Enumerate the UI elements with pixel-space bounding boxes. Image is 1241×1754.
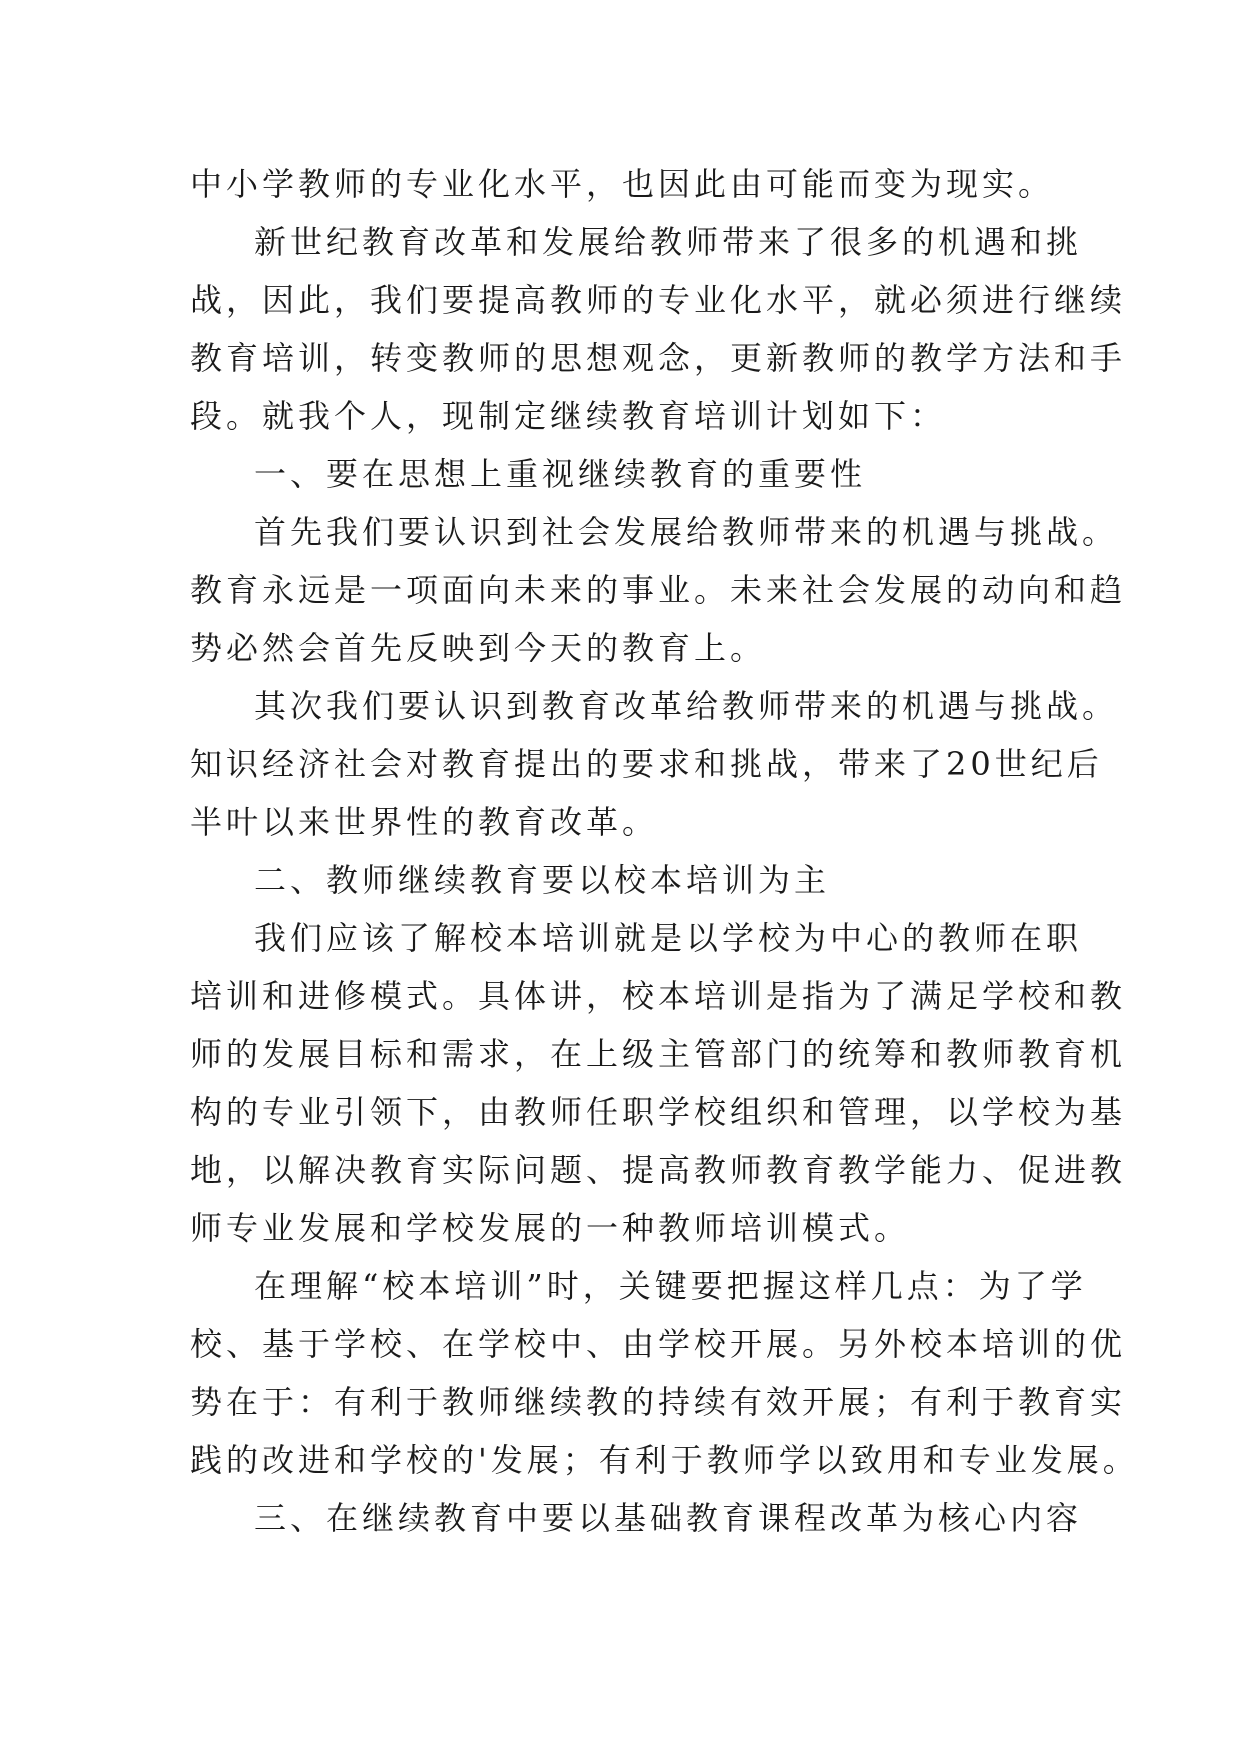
text-line: 构的专业引领下，由教师任职学校组织和管理，以学校为基 [190, 1093, 1127, 1131]
text-line: 知识经济社会对教育提出的要求和挑战，带来了20世纪后 [190, 745, 1103, 783]
text-line: 中小学教师的专业化水平，也因此由可能而变为现实。 [190, 165, 1055, 203]
text-line: 地，以解决教育实际问题、提高教师教育教学能力、促进教 [190, 1151, 1127, 1189]
paragraph-first-line: 其次我们要认识到教育改革给教师带来的机遇与挑战。 [254, 687, 1119, 725]
text-line: 校、基于学校、在学校中、由学校开展。另外校本培训的优 [190, 1325, 1127, 1363]
text-line: 践的改进和学校的'发展；有利于教师学以致用和专业发展。 [190, 1441, 1139, 1479]
section-heading: 三、在继续教育中要以基础教育课程改革为核心内容 [254, 1499, 1083, 1537]
paragraph-first-line: 在理解“校本培训”时，关键要把握这样几点：为了学 [254, 1267, 1087, 1305]
section-heading: 一、要在思想上重视继续教育的重要性 [254, 455, 867, 493]
text-line: 教育培训，转变教师的思想观念，更新教师的教学方法和手 [190, 339, 1127, 377]
text-line: 段。就我个人，现制定继续教育培训计划如下： [190, 397, 947, 435]
text-line: 战，因此，我们要提高教师的专业化水平，就必须进行继续 [190, 281, 1127, 319]
text-line: 培训和进修模式。具体讲，校本培训是指为了满足学校和教 [190, 977, 1127, 1015]
text-line: 半叶以来世界性的教育改革。 [190, 803, 659, 841]
section-heading: 二、教师继续教育要以校本培训为主 [254, 861, 831, 899]
text-line: 师的发展目标和需求，在上级主管部门的统筹和教师教育机 [190, 1035, 1127, 1073]
paragraph-first-line: 我们应该了解校本培训就是以学校为中心的教师在职 [254, 919, 1083, 957]
text-line: 师专业发展和学校发展的一种教师培训模式。 [190, 1209, 911, 1247]
paragraph-first-line: 首先我们要认识到社会发展给教师带来的机遇与挑战。 [254, 513, 1119, 551]
text-line: 势必然会首先反映到今天的教育上。 [190, 629, 767, 667]
text-line: 教育永远是一项面向未来的事业。未来社会发展的动向和趋 [190, 571, 1127, 609]
text-line: 势在于：有利于教师继续教的持续有效开展；有利于教育实 [190, 1383, 1127, 1421]
paragraph-first-line: 新世纪教育改革和发展给教师带来了很多的机遇和挑 [254, 223, 1083, 261]
